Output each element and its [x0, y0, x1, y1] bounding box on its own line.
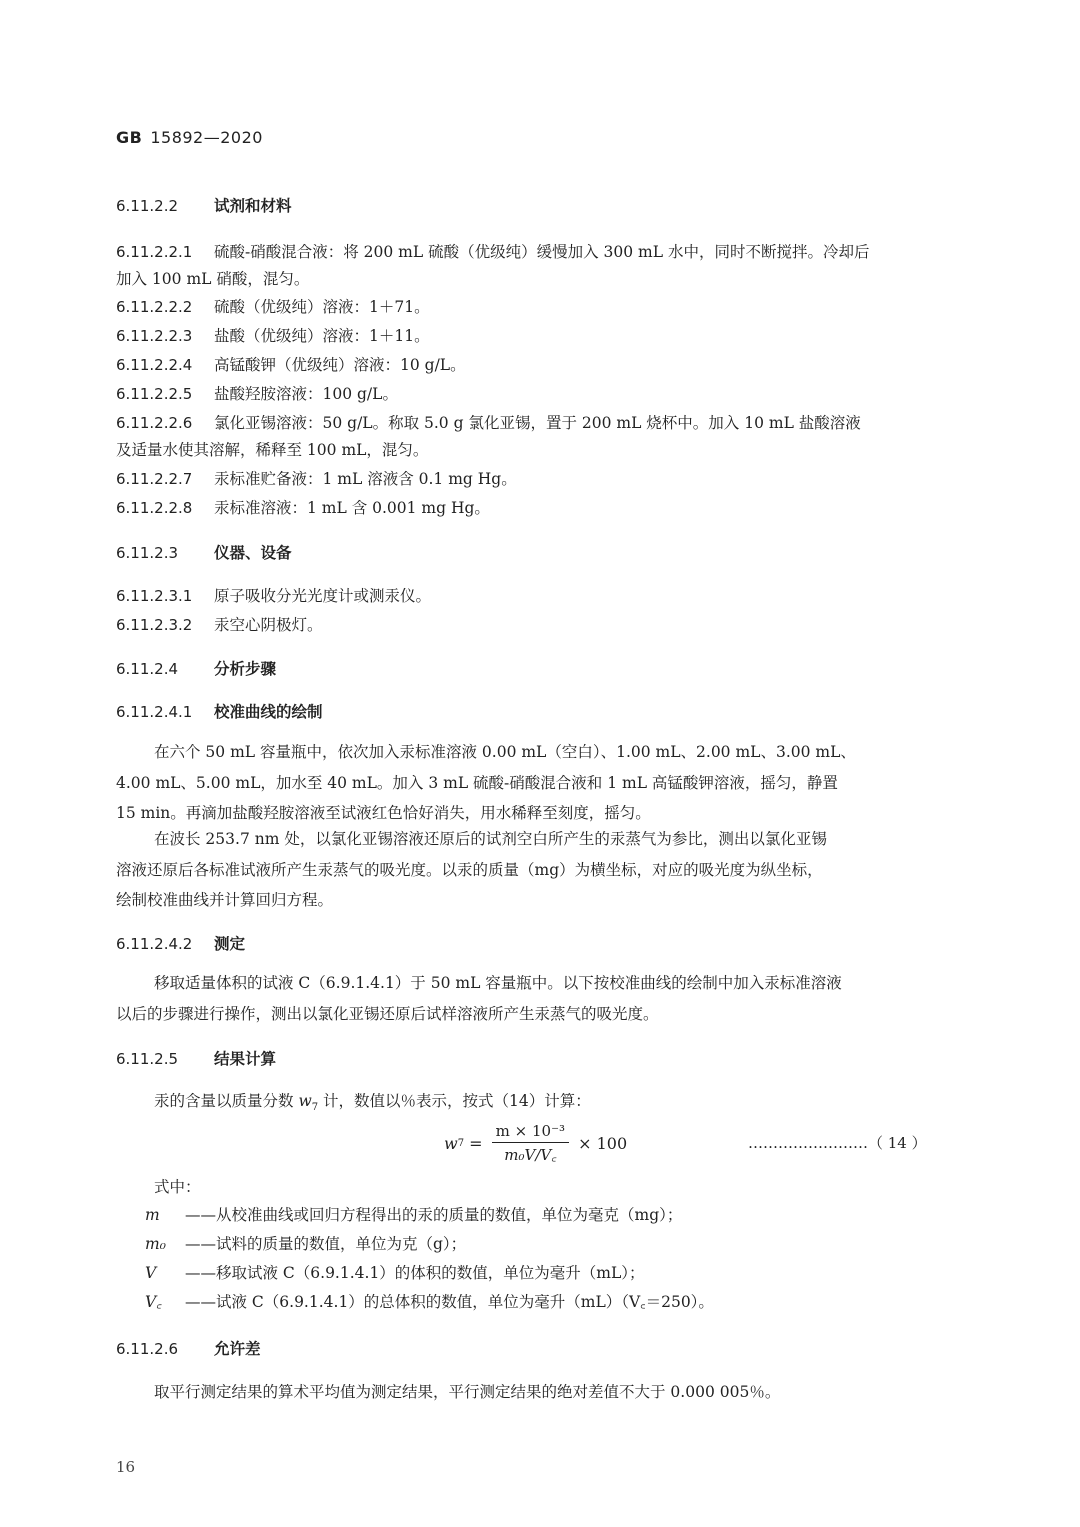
- section-number: 6.11.2.2: [116, 197, 179, 215]
- variable-definition: V꜀ ——试液 C（6.9.1.4.1）的总体积的数值，单位为毫升（mL）（V꜀＝250）。: [145, 1293, 714, 1311]
- variable-definition: m ——从校准曲线或回归方程得出的汞的质量的数值，单位为毫克（mg）；: [145, 1206, 683, 1224]
- list-item: 6.11.2.2.2 硫酸（优级纯）溶液：1＋71。: [116, 298, 430, 316]
- page-number: 16: [116, 1458, 136, 1476]
- section-heading: 6.11.2.5 结果计算: [116, 1050, 277, 1068]
- standard-prefix: GB: [116, 128, 143, 147]
- list-item: 6.11.2.2.6 氯化亚锡溶液：50 g/L。称取 5.0 g 氯化亚锡，置于 200 mL 烧杯中。加入 10 mL 盐酸溶液: [116, 414, 861, 432]
- numerator: m × 10⁻³: [492, 1122, 569, 1143]
- section-heading: [116, 194, 952, 216]
- list-item: 6.11.2.2.7 汞标准贮备液：1 mL 溶液含 0.1 mg Hg。: [116, 470, 517, 488]
- denominator: m₀V/V꜀: [504, 1146, 557, 1164]
- paragraph: 在六个 50 mL 容量瓶中，依次加入汞标准溶液 0.00 mL（空白）、1.00 mL、2.00 mL、3.00 mL、 4.00 mL、5.00 mL，加水至 40 mL。加入 3 mL 硫酸-硝酸混合液和 1 mL 高锰酸钾溶液，摇匀，静置 15 min。再滴加盐酸羟胺溶液至试液红色恰好消失，用水稀释至刻度，摇匀。: [116, 743, 856, 822]
- variable-definition: m₀ ——试料的质量的数值，单位为克（g）；: [145, 1235, 467, 1253]
- list-item: 6.11.2.3.1 原子吸收分光光度计或测汞仪。: [116, 587, 432, 605]
- subsection-heading: 6.11.2.4.2 测定: [116, 935, 246, 953]
- list-item: 6.11.2.2.4 高锰酸钾（优级纯）溶液：10 g/L。: [116, 356, 466, 374]
- list-item: 加入 100 mL 硝酸，混匀。: [116, 270, 310, 288]
- list-item: 6.11.2.2.8 汞标准溶液：1 mL 含 0.001 mg Hg。: [116, 499, 490, 517]
- equation-number: ……………………（ 14 ）: [748, 1134, 927, 1152]
- subsection-heading: 6.11.2.4.1 校准曲线的绘制: [116, 703, 323, 721]
- section-heading: 6.11.2.6 允许差: [116, 1340, 261, 1358]
- paragraph: 移取适量体积的试液 C（6.9.1.4.1）于 50 mL 容量瓶中。以下按校准曲线的绘制中加入汞标准溶液 以后的步骤进行操作，测出以氯化亚锡还原后试样溶液所产生汞蒸气的吸光度。: [116, 974, 842, 1023]
- list-item: 6.11.2.2.1 硫酸-硝酸混合液：将 200 mL 硫酸（优级纯）缓慢加入 300 mL 水中，同时不断搅拌。冷却后: [116, 243, 870, 261]
- where-label: 式中：: [154, 1178, 201, 1196]
- section-heading: 6.11.2.4 分析步骤: [116, 660, 277, 678]
- list-item: 及适量水使其溶解，稀释至 100 mL，混匀。: [116, 441, 429, 459]
- formula: w 7 = $\frac{\text{m × 10⁻³}}{\text{m₀V/V꜀}}$ × 100: [444, 1122, 628, 1164]
- variable-definition: V ——移取试液 C（6.9.1.4.1）的体积的数值，单位为毫升（mL）；: [145, 1264, 645, 1282]
- document-header: [116, 128, 263, 147]
- list-item: 6.11.2.2.5 盐酸羟胺溶液：100 g/L。: [116, 385, 398, 403]
- paragraph: 取平行测定结果的算术平均值为测定结果，平行测定结果的绝对差值不大于 0.000 005％。: [154, 1383, 781, 1401]
- standard-code: 15892—2020: [150, 128, 263, 147]
- section-heading: 6.11.2.3 仪器、设备: [116, 544, 292, 562]
- list-item: 6.11.2.2.3 盐酸（优级纯）溶液：1＋11。: [116, 327, 430, 345]
- list-item: 6.11.2.3.2 汞空心阴极灯。: [116, 616, 323, 634]
- formula-intro: 汞的含量以质量分数 $w_7$ 计，数值以％表示，按式（14）计算：: [154, 1092, 591, 1114]
- paragraph: 在波长 253.7 nm 处，以氯化亚锡溶液还原后的试剂空白所产生的汞蒸气为参比，测出以氯化亚锡 溶液还原后各标准试液所产生汞蒸气的吸光度。以汞的质量（mg）为横坐标，对应的吸光度为纵坐标， 绘制校准曲线并计算回归方程。: [116, 830, 827, 909]
- fraction: [492, 1122, 569, 1165]
- section-title: 试剂和材料: [214, 197, 292, 215]
